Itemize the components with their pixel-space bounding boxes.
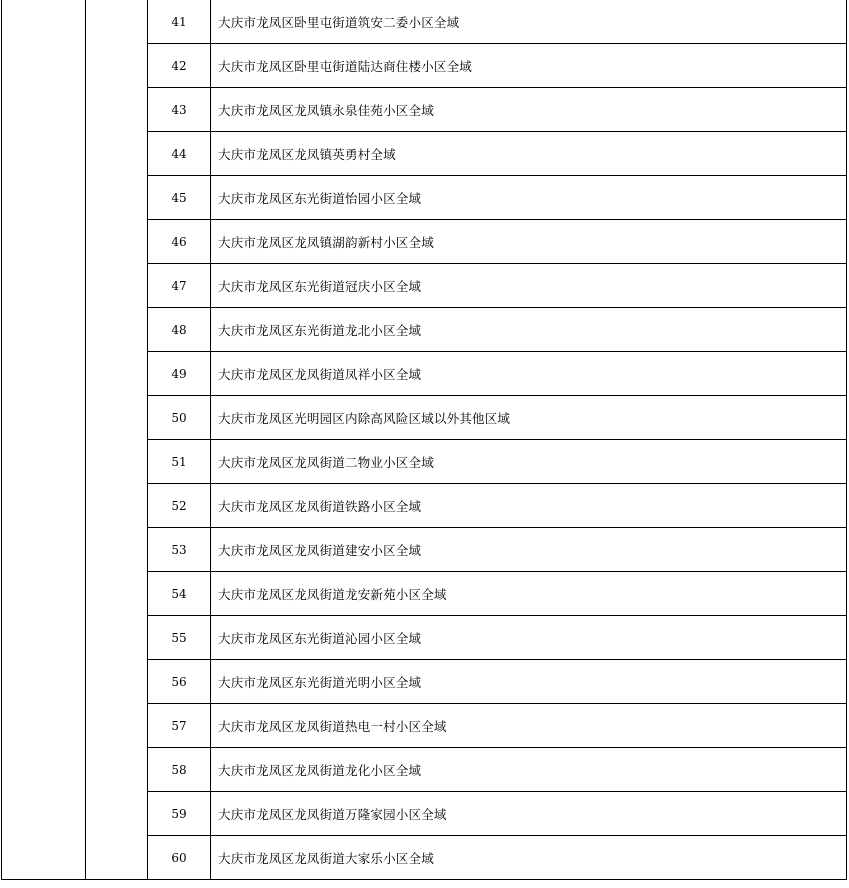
row-number: 50: [148, 396, 211, 440]
row-number: 52: [148, 484, 211, 528]
area-name: 大庆市龙凤区龙凤街道凤祥小区全域: [211, 352, 847, 396]
area-name: 大庆市龙凤区东光街道光明小区全域: [211, 660, 847, 704]
area-name: 大庆市龙凤区龙凤街道龙安新苑小区全域: [211, 572, 847, 616]
area-table-body: [2, 0, 847, 880]
area-name: 大庆市龙凤区光明园区内除高风险区域以外其他区域: [211, 396, 847, 440]
area-name: 大庆市龙凤区龙凤镇英勇村全域: [211, 132, 847, 176]
row-number: 55: [148, 616, 211, 660]
row-number: 49: [148, 352, 211, 396]
area-name: 大庆市龙凤区龙凤街道二物业小区全域: [211, 440, 847, 484]
area-name: 大庆市龙凤区龙凤镇永泉佳苑小区全域: [211, 88, 847, 132]
row-number: 45: [148, 176, 211, 220]
area-name: 大庆市龙凤区龙凤街道建安小区全域: [211, 528, 847, 572]
area-name: 大庆市龙凤区东光街道龙北小区全域: [211, 308, 847, 352]
row-number: 46: [148, 220, 211, 264]
row-number: 47: [148, 264, 211, 308]
row-number: 41: [148, 0, 211, 44]
area-name: 大庆市龙凤区东光街道冠庆小区全域: [211, 264, 847, 308]
area-name: 大庆市龙凤区龙凤街道大家乐小区全域: [211, 836, 847, 880]
merged-level-cell: [86, 0, 148, 880]
area-name: 大庆市龙凤区龙凤镇湖韵新村小区全域: [211, 220, 847, 264]
row-number: 56: [148, 660, 211, 704]
row-number: 48: [148, 308, 211, 352]
area-name: 大庆市龙凤区卧里屯街道筑安二委小区全域: [211, 0, 847, 44]
area-name: 大庆市龙凤区龙凤街道万隆家园小区全域: [211, 792, 847, 836]
row-number: 60: [148, 836, 211, 880]
row-number: 51: [148, 440, 211, 484]
row-number: 43: [148, 88, 211, 132]
row-number: 54: [148, 572, 211, 616]
area-name: 大庆市龙凤区龙凤街道铁路小区全域: [211, 484, 847, 528]
merged-category-cell: [2, 0, 86, 880]
area-name: 大庆市龙凤区龙凤街道龙化小区全域: [211, 748, 847, 792]
table-row: [2, 0, 847, 44]
row-number: 42: [148, 44, 211, 88]
area-name: 大庆市龙凤区东光街道沁园小区全域: [211, 616, 847, 660]
row-number: 53: [148, 528, 211, 572]
area-table: [1, 0, 847, 880]
area-name: 大庆市龙凤区卧里屯街道陆达商住楼小区全域: [211, 44, 847, 88]
row-number: 59: [148, 792, 211, 836]
row-number: 57: [148, 704, 211, 748]
area-name: 大庆市龙凤区东光街道怡园小区全域: [211, 176, 847, 220]
row-number: 58: [148, 748, 211, 792]
area-name: 大庆市龙凤区龙凤街道热电一村小区全域: [211, 704, 847, 748]
row-number: 44: [148, 132, 211, 176]
